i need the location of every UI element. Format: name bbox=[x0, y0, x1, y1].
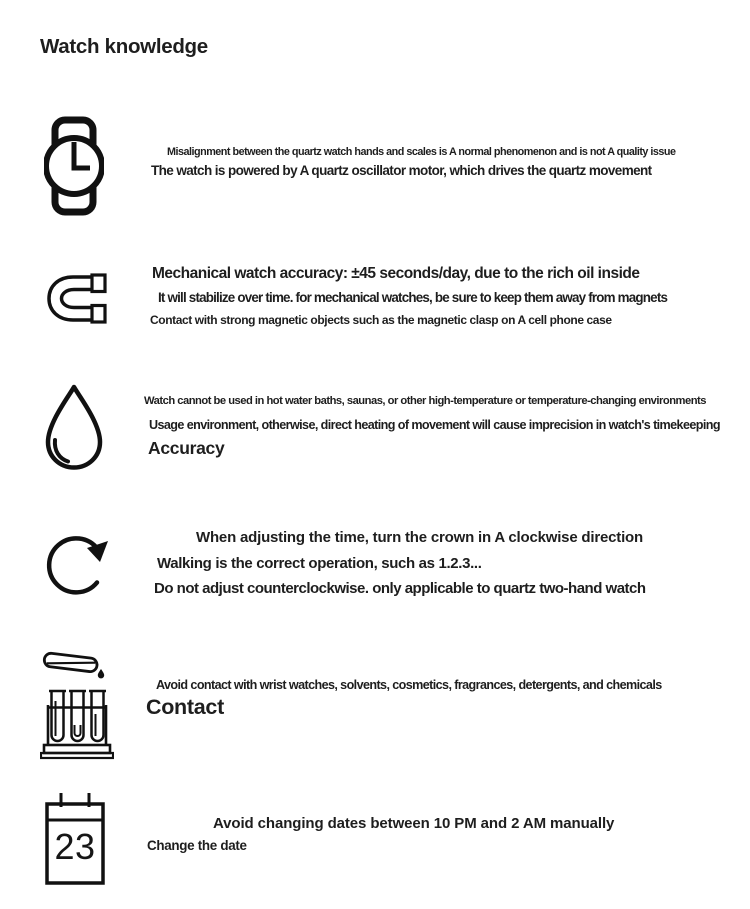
quartz-note-text: Misalignment between the quartz watch hands and scales is A normal phenomenon and is not A quality issue bbox=[167, 146, 676, 158]
quartz-main-text: The watch is powered by A quartz oscillator motor, which drives the quartz movement bbox=[151, 163, 652, 178]
chemical-heading-text: Contact bbox=[146, 695, 224, 719]
water-heading-text: Accuracy bbox=[148, 438, 225, 458]
water-drop-icon bbox=[42, 384, 106, 475]
calendar-day-number: 23 bbox=[54, 826, 96, 867]
watch-icon bbox=[44, 116, 104, 221]
magnet-sub-text: It will stabilize over time. for mechanical watches, be sure to keep them away from magnets bbox=[158, 290, 668, 305]
chemical-note-text: Avoid contact with wrist watches, solvents, cosmetics, fragrances, detergents, and chemicals bbox=[156, 678, 662, 692]
water-note-text: Watch cannot be used in hot water baths, saunas, or other high-temperature or temperature-changing environments bbox=[144, 395, 706, 407]
crown-main-text: When adjusting the time, turn the crown in A clockwise direction bbox=[196, 529, 643, 546]
test-tubes-icon bbox=[40, 648, 114, 765]
rotate-clockwise-icon bbox=[44, 531, 110, 602]
crown-note-text: Do not adjust counterclockwise. only applicable to quartz two-hand watch bbox=[154, 580, 646, 597]
date-main-text: Avoid changing dates between 10 PM and 2 AM manually bbox=[213, 815, 615, 832]
page-title: Watch knowledge bbox=[40, 35, 208, 58]
magnet-icon bbox=[45, 272, 107, 330]
crown-sub-text: Walking is the correct operation, such as 1.2.3... bbox=[157, 555, 482, 572]
magnet-main-text: Mechanical watch accuracy: ±45 seconds/day, due to the rich oil inside bbox=[152, 265, 640, 282]
magnet-note-text: Contact with strong magnetic objects such as the magnetic clasp on A cell phone case bbox=[150, 313, 612, 327]
date-sub-text: Change the date bbox=[147, 838, 247, 853]
water-sub-text: Usage environment, otherwise, direct heating of movement will cause imprecision in watch's timekeeping bbox=[149, 418, 720, 432]
